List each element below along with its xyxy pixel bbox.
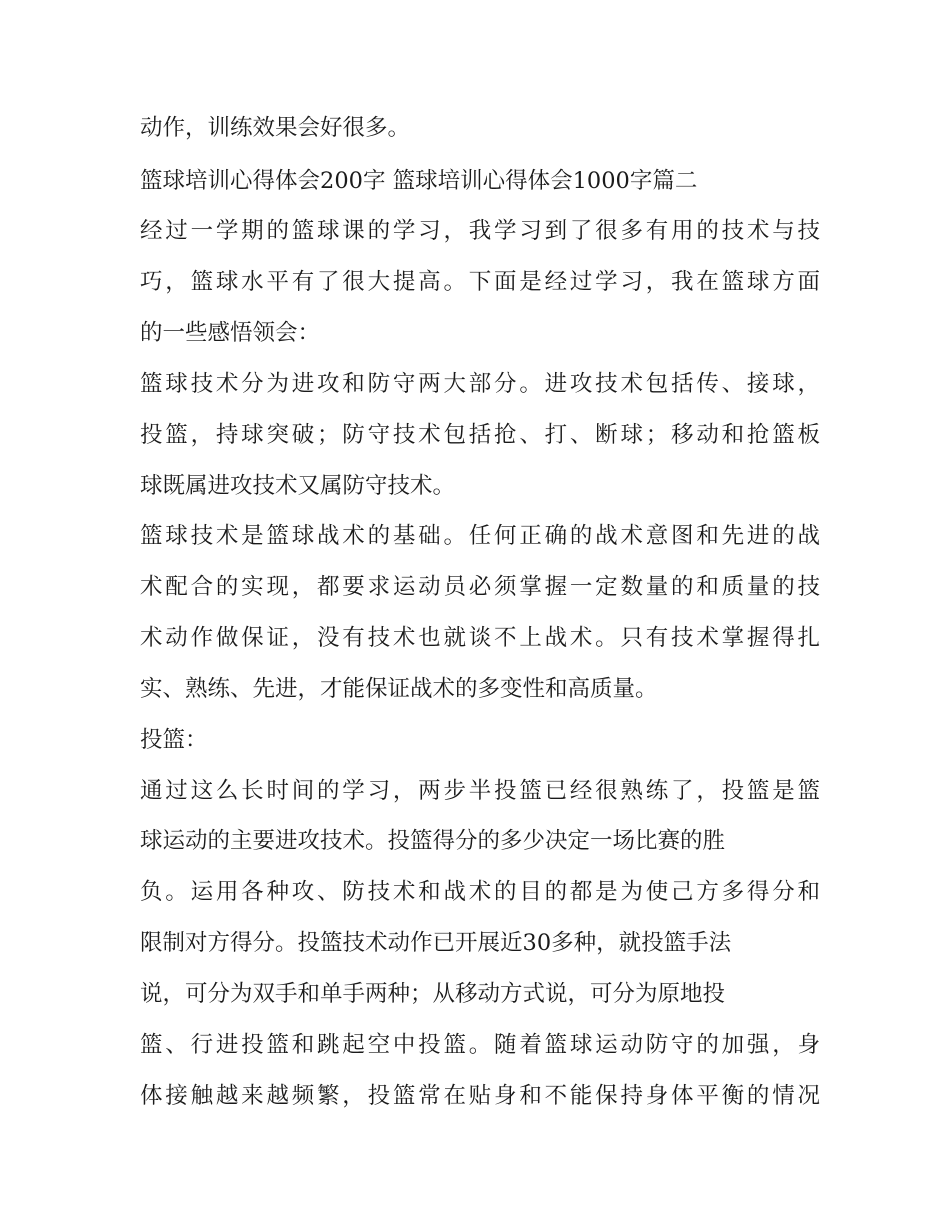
text-line: 投篮，持球突破；防守技术包括抢、打、断球；移动和抢篮板 — [140, 422, 820, 448]
text-line: 巧，篮球水平有了很大提高。下面是经过学习，我在篮球方面 — [140, 269, 820, 295]
text-line: 的一些感悟领会： — [140, 320, 321, 346]
text-line: 投篮： — [140, 727, 208, 753]
text-line: 通过这么长时间的学习，两步半投篮已经很熟练了，投篮是篮 — [140, 778, 820, 804]
text-line: 术配合的实现，都要求运动员必须掌握一定数量的和质量的技 — [140, 574, 820, 600]
text-line: 实、熟练、先进，才能保证战术的多变性和高质量。 — [140, 676, 658, 702]
text-line: 负。运用各种攻、防技术和战术的目的都是为使己方多得分和 — [140, 879, 820, 905]
text-line: 术动作做保证，没有技术也就谈不上战术。只有技术掌握得扎 — [140, 625, 820, 651]
text-line: 篮球技术分为进攻和防守两大部分。进攻技术包括传、接球， — [140, 371, 820, 397]
text-line: 篮、行进投篮和跳起空中投篮。随着篮球运动防守的加强，身 — [140, 1032, 820, 1058]
text-line: 球既属进攻技术又属防守技术。 — [140, 473, 456, 499]
text-line: 球运动的主要进攻技术。投篮得分的多少决定一场比赛的胜 — [140, 828, 726, 854]
text-line: 经过一学期的篮球课的学习，我学习到了很多有用的技术与技 — [140, 218, 820, 244]
text-line: 限制对方得分。投篮技术动作已开展近30多种，就投篮手法 — [140, 930, 732, 956]
text-line: 说，可分为双手和单手两种；从移动方式说，可分为原地投 — [140, 981, 726, 1007]
text-line: 篮球技术是篮球战术的基础。任何正确的战术意图和先进的战 — [140, 523, 820, 549]
section-heading: 篮球培训心得体会200字 篮球培训心得体会1000字篇二 — [140, 168, 698, 194]
text-line: 动作，训练效果会好很多。 — [140, 115, 411, 141]
text-line: 体接触越来越频繁，投篮常在贴身和不能保持身体平衡的情况 — [140, 1083, 820, 1109]
